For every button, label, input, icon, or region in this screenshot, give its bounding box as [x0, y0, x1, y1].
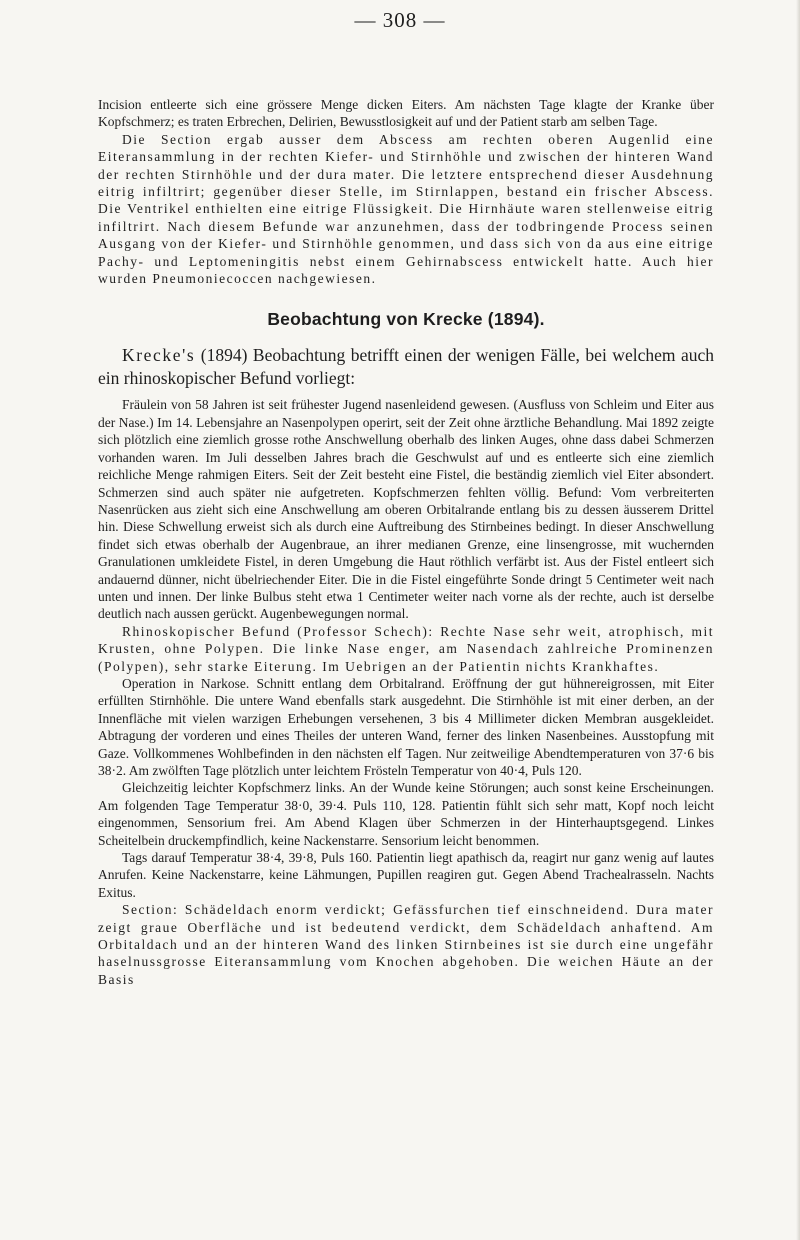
paragraph-section: Section: Schädeldach enorm verdickt; Gefässfurchen tief einschneidend. Dura mater zeigt graue Oberfläche und ist bedeutend verdickt, dem Schädeldach anhaftend. Am Orbitaldach und an der hinteren Wand des linken Stirnbeines ist sie durch eine ungefähr haselnussgrosse Eiteransammlung vom Knochen abgehoben. Die weichen Häute an der Basis	[98, 902, 714, 987]
author-name: Krecke's	[122, 345, 196, 366]
paragraph-operation: Operation in Narkose. Schnitt entlang dem Orbitalrand. Eröffnung der gut hühnereigrossen, mit Eiter erfüllten Stirnhöhle. Die untere Wand ebenfalls stark ausgedehnt. Die Stirnhöhle ist mit einer derben, an der Innenfläche mit vielen warzigen Erhebungen versehenen, 3 bis 4 Millimeter dicken Membran ausgekleidet. Abtragung der vorderen und eines Theiles der unteren Wand, ferner des linken Nasenbeines. Ausstopfung mit Gaze. Vollkommenes Wohlbefinden in den nächsten elf Tagen. Nur zeitweilige Abendtemperaturen von 37·6 bis 38·2. Am zwölften Tage plötzlich unter leichtem Frösteln Temperatur von 40·4, Puls 120.	[98, 675, 714, 778]
paragraph-rhinoscopy: Rhinoskopischer Befund (Professor Schech): Rechte Nase sehr weit, atrophisch, mit Krusten, ohne Polypen. Die linke Nase enger, am Nasendach zahlreiche Prominenzen (Polypen), sehr starke Eiterung. Im Uebrigen an der Patientin nichts Krankhaftes.	[98, 623, 714, 674]
page-body	[98, 96, 714, 988]
page-number: — 308 —	[354, 8, 446, 32]
intro-text: (1894) Beobachtung betrifft einen der wenigen Fälle, bei welchem auch ein rhinoskopischer Befund vorliegt:	[98, 345, 714, 389]
paragraph-exitus: Tags darauf Temperatur 38·4, 39·8, Puls 160. Patientin liegt apathisch da, reagirt nur ganz wenig auf lautes Anrufen. Keine Nackenstarre, keine Lähmungen, Pupillen reagiren gut. Gegen Abend Trachealrasseln. Nachts Exitus.	[98, 850, 714, 900]
paragraph-history: Fräulein von 58 Jahren ist seit frühester Jugend nasenleidend gewesen. (Ausfluss von Schleim und Eiter aus der Nase.) Im 14. Lebensjahre an Nasenpolypen operirt, seit der Zeit ohne ärztliche Behandlung. Mai 1892 zeigte sich plötzlich eine ziemlich grosse rothe Anschwellung oberhalb des linken Auges, ohne dass dabei Schmerzen vorhanden waren. Im Juli desselben Jahres brach die Geschwulst auf und es entleerte sich eine ziemlich reichliche Menge rahmigen Eiters. Seit der Zeit besteht eine Fistel, die beständig ziemlich viel Eiter absondert. Schmerzen sind auch später nie aufgetreten. Kopfschmerzen fehlten völlig. Befund: Vom verbreiterten Nasenrücken aus zieht sich eine Anschwellung am oberen Orbitalrande entlang bis zu dessen äusserem Drittel hin. Diese Schwellung erweist sich als durch eine Auftreibung des Stirnbeines bedingt. In dieser Anschwellung findet sich etwas oberhalb der Augenbraue, an ihrer medianen Grenze, eine linsengrosse, mit wuchernden Granulationen umkleidete Fistel, in deren Umgebung die Haut röthlich verfärbt ist. Aus der Fistel entleert sich andauernd dünner, nicht übelriechender Eiter. Die in die Fistel eingeführte Sonde dringt 5 Centimeter weit nach unten und innen. Der linke Bulbus steht etwa 1 Centimeter weiter nach vorne als der rechte, auch ist derselbe deutlich nach aussen gerückt. Augenbewegungen normal.	[98, 397, 714, 622]
case-introduction	[98, 344, 714, 390]
section-heading: Beobachtung von Krecke (1894).	[267, 309, 545, 330]
page-edge-shadow	[796, 0, 800, 1240]
paragraph-course: Gleichzeitig leichter Kopfschmerz links. An der Wunde keine Störungen; auch sonst keine Erscheinungen. Am folgenden Tage Temperatur 38·0, 39·4. Puls 110, 128. Patientin fühlt sich sehr matt, Kopf noch leicht eingenommen, Sensorium frei. Am Abend Klagen über Schmerzen in der Hinterhauptsgegend. Linkes Scheitelbein druckempfindlich, keine Nackenstarre. Sensorium leicht benommen.	[98, 780, 714, 848]
paragraph-section-finding: Die Section ergab ausser dem Abscess am rechten oberen Augenlid eine Eiteransammlung in der rechten Kiefer- und Stirnhöhle und zwischen der hinteren Wand der rechten Stirnhöhle und der dura mater. Die letztere entsprechend dieser Ausdehnung eitrig infiltrirt; gegenüber dieser Stelle, im Stirnlappen, bestand ein frischer Abscess. Die Ventrikel enthielten eine eitrige Flüssigkeit. Die Hirnhäute waren stellenweise eitrig infiltrirt. Nach diesem Befunde war anzunehmen, dass der todbringende Process seinen Ausgang von der Kiefer- und Stirnhöhle genommen, und dass sich von da aus eine eitrige Pachy- und Leptomeningitis nebst einem Gehirnabscess entwickelt hatte. Auch hier wurden Pneumoniecoccen nachgewiesen.	[98, 131, 714, 287]
paragraph-opening: Incision entleerte sich eine grössere Menge dicken Eiters. Am nächsten Tage klagte der Kranke über Kopfschmerz; es traten Erbrechen, Delirien, Bewusstlosigkeit auf und der Patient starb am selben Tage.	[98, 97, 714, 130]
